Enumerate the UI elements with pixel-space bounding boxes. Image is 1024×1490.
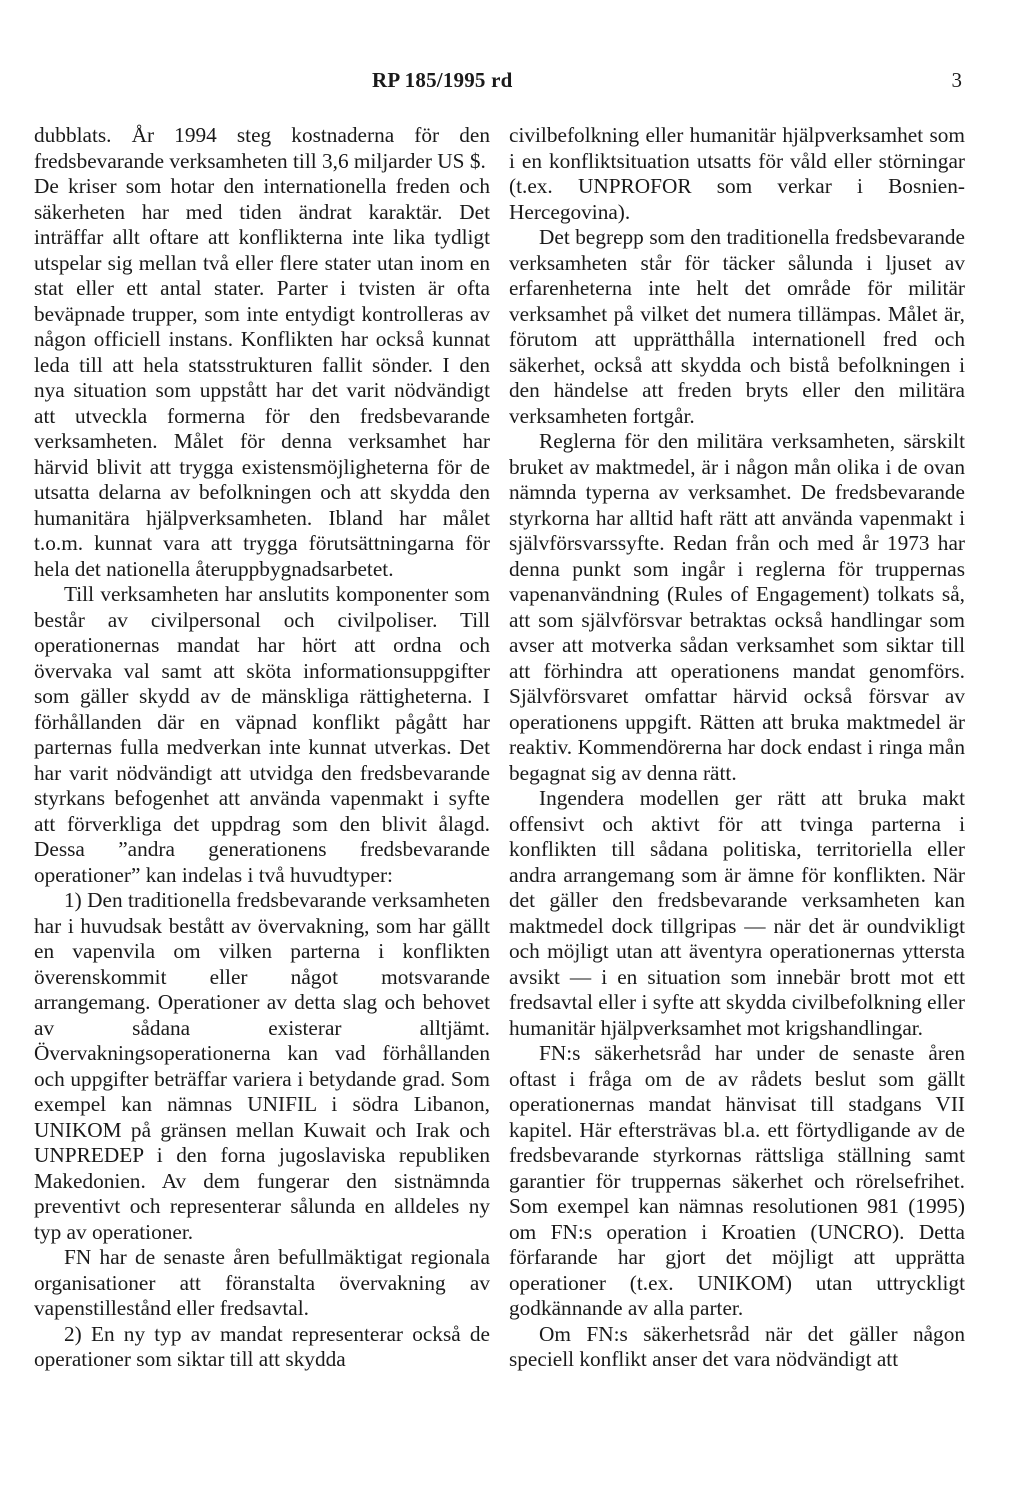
paragraph: Till verksamheten har anslutits komponenter som består av civilpersonal och civilpoliser. Till operationernas mandat har hört att ordna och övervaka val samt att sköta informationsuppgifter som gäller skydd av de mänskliga rättigheterna. I förhållanden där en väpnad konflikt pågått har parternas fulla medverkan inte kunnat utverkas. Det har varit nödvändigt att utvidga den fredsbevarande styrkans befogenhet att använda vapenmakt i syfte att förverkliga det uppdrag som den blivit ålagd. Dessa ”andra generationens fredsbevarande operationer” kan indelas i två huvudtyper:	[34, 582, 490, 887]
paragraph: Reglerna för den militära verksamheten, särskilt bruket av maktmedel, är i någon mån olika i de ovan nämnda typerna av verksamhet. De fredsbevarande styrkorna har alltid haft rätt att använda vapenmakt i självförsvarssyfte. Redan från och med år 1973 har denna punkt som ingår i reglerna för truppernas vapenanvändning (Rules of Engagement) tolkats så, att som självförsvar betraktas också handlingar som avser att motverka sådan verksamhet som siktar till att förhindra att operationens mandat genomförs. Självförsvaret omfattar härvid också försvar av operationens uppgift. Rätten att bruka maktmedel är reaktiv. Kommendörerna har dock endast i ringa mån begagnat sig av denna rätt.	[509, 429, 965, 785]
left-column	[34, 123, 490, 1373]
paragraph: Om FN:s säkerhetsråd när det gäller någon speciell konflikt anser det vara nödvändigt att	[509, 1321, 965, 1371]
paragraph: 1) Den traditionella fredsbevarande verksamheten har i huvudsak bestått av övervakning, som har gällt en vapenvila om vilken parterna i konflikten överenskommit eller något motsvarande arrangemang. Operationer av detta slag och behovet av sådana existerar alltjämt. Övervakningsoperationerna kan vad förhållanden och uppgifter beträffar variera i betydande grad. Som exempel kan nämnas UNIFIL i södra Libanon, UNIKOM på gränsen mellan Kuwait och Irak och UNPREDEP i den forna jugoslaviska republiken Makedonien. Av dem fungerar den sistnämnda preventivt och representerar sålunda en alldeles ny typ av operationer.	[34, 888, 490, 1244]
paragraph: Det begrepp som den traditionella fredsbevarande verksamheten står för täcker sålunda i ljuset av erfarenheterna inte helt det område för militär verksamhet på vilket det numera tillämpas. Målet är, förutom att upprätthålla internationell fred och säkerhet, också att skydda och bistå befolkningen i den händelse att freden bryts eller den militära verksamheten fortgår.	[509, 225, 965, 428]
paragraph: FN har de senaste åren befullmäktigat regionala organisationer att föranstalta övervakning av vapenstillestånd eller fredsavtal.	[34, 1245, 490, 1320]
page-header	[0, 68, 1024, 98]
document-title: RP 185/1995 rd	[372, 68, 513, 92]
right-column	[509, 123, 965, 1373]
paragraph: dubblats. År 1994 steg kostnaderna för den fredsbevarande verksamheten till 3,6 miljarder US $.	[34, 123, 490, 173]
paragraph: civilbefolkning eller humanitär hjälpverksamhet som i en konfliktsituation utsatts för våld eller störningar (t.ex. UNPROFOR som verkar i Bosnien-Hercegovina).	[509, 123, 965, 224]
paragraph: De kriser som hotar den internationella freden och säkerheten har med tiden ändrat karaktär. Det inträffar allt oftare att konflikterna inte lika tydligt utspelar sig mellan två eller flere stater utan inom en stat eller ett antal stater. Parter i tvisten är ofta beväpnade trupper, som inte entydigt kontrolleras av någon officiell instans. Konflikten har också kunnat leda till att hela statsstrukturen fallit sönder. I den nya situation som uppstått har det varit nödvändigt att utveckla formerna för den fredsbevarande verksamheten. Målet för denna verksamhet har härvid blivit att trygga existensmöjligheterna för de utsatta delarna av befolkningen och att skydda den humanitära hjälpverksamheten. Ibland har målet t.o.m. kunnat vara att trygga förutsättningarna för hela det nationella återuppbygnadsarbetet.	[34, 174, 490, 581]
paragraph: FN:s säkerhetsråd har under de senaste åren oftast i fråga om de av rådets beslut som gällt operationernas mandat hänvisat till stadgans VII kapitel. Här eftersträvas bl.a. ett förtydligande av de fredsbevarande styrkornas rättsliga ställning samt garantier för truppernas säkerhet och rörelsefrihet. Som exempel kan nämnas resolutionen 981 (1995) om FN:s operation i Kroatien (UNCRO). Detta förfarande har gjort det möjligt att upprätta operationer (t.ex. UNIKOM) utan uttryckligt godkännande av alla parter.	[509, 1041, 965, 1320]
paragraph: 2) En ny typ av mandat representerar också de operationer som siktar till att skydda	[34, 1321, 490, 1371]
paragraph: Ingendera modellen ger rätt att bruka makt offensivt och aktivt för att tvinga parterna i konflikten till sådana politiska, territoriella eller andra arrangemang som är ämne för konflikten. När det gäller den fredsbevarande verksamheten kan maktmedel dock tillgripas — när det är oundvikligt och möjligt utan att äventyra operationernas yttersta avsikt — i en situation som innebär brott mot ett fredsavtal eller i syfte att skydda civilbefolkning eller humanitär hjälpverksamhet mot krigshandlingar.	[509, 786, 965, 1040]
page-number: 3	[951, 68, 962, 92]
